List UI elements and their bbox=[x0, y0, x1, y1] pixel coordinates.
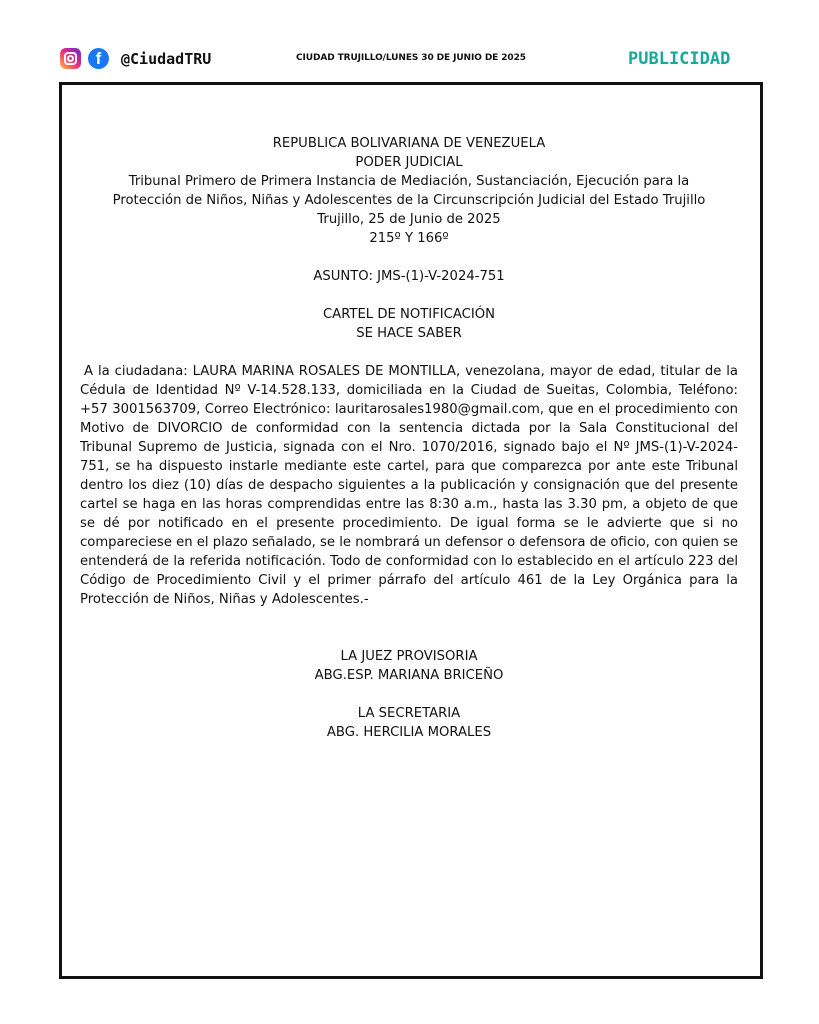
section-label: PUBLICIDAD bbox=[628, 49, 731, 69]
heading-line: Protección de Niños, Niñas y Adolescentes de la Circunscripción Judicial del Estado Trujillo bbox=[112, 193, 706, 208]
heading-line: Tribunal Primero de Primera Instancia de Mediación, Sustanciación, Ejecución para la bbox=[128, 174, 690, 189]
judge-title: LA JUEZ PROVISORIA bbox=[340, 649, 478, 664]
heading-line: REPUBLICA BOLIVARIANA DE VENEZUELA bbox=[272, 136, 546, 151]
subject-line: ASUNTO: JMS-(1)-V-2024-751 bbox=[313, 269, 505, 284]
facebook-glyph: f bbox=[95, 49, 102, 68]
instagram-dot bbox=[74, 53, 76, 55]
social-handle: @CiudadTRU bbox=[121, 50, 212, 68]
dateline: CIUDAD TRUJILLO/LUNES 30 DE JUNIO DE 2025 bbox=[296, 53, 526, 63]
instagram-lens bbox=[67, 55, 74, 62]
notice-subtitle: SE HACE SABER bbox=[356, 326, 462, 341]
secretary-title: LA SECRETARIA bbox=[357, 706, 461, 721]
heading-line: PODER JUDICIAL bbox=[355, 155, 463, 170]
facebook-icon[interactable] bbox=[88, 48, 109, 69]
heading-line: Trujillo, 25 de Junio de 2025 bbox=[317, 212, 501, 227]
page-header bbox=[0, 46, 819, 74]
heading-line: 215º Y 166º bbox=[369, 231, 449, 246]
notice-content bbox=[80, 134, 738, 742]
notice-title: CARTEL DE NOTIFICACIÓN bbox=[322, 307, 496, 322]
instagram-icon[interactable] bbox=[60, 48, 81, 69]
judge-name: ABG.ESP. MARIANA BRICEÑO bbox=[314, 668, 504, 683]
notice-body: A la ciudadana: LAURA MARINA ROSALES DE MONTILLA, venezolana, mayor de edad, titular de la Cédula de Identidad Nº V-14.528.133, domiciliada en la Ciudad de Sueitas, Colombia, Teléfono: +57 3001563709, Correo Electrónico: lauritarosales1980@gmail.com, que en el procedimiento con Motivo de DIVORCIO de conformidad con la sentencia dictada por la Sala Constitucional del Tribunal Supremo de Justicia, signada con el Nro. 1070/2016, signado bajo el Nº JMS-(1)-V-2024-751, se ha dispuesto instarle mediante este cartel, para que comparezca por ante este Tribunal dentro los diez (10) días de despacho siguientes a la publicación y consignación que del presente cartel se haga en las horas comprendidas entre las 8:30 a.m., hasta las 3.30 pm, a objeto de que se dé por notificado en el presente procedimiento. De igual forma se le advierte que si no compareciese en el plazo señalado, se le nombrará un defensor o defensora de oficio, con quien se entenderá de la referida notificación. Todo de conformidad con lo establecido en el artículo 223 del Código de Procedimiento Civil y el primer párrafo del artículo 461 de la Ley Orgánica para la Protección de Niños, Niñas y Adolescentes.- bbox=[80, 364, 738, 607]
secretary-name: ABG. HERCILIA MORALES bbox=[326, 725, 492, 740]
